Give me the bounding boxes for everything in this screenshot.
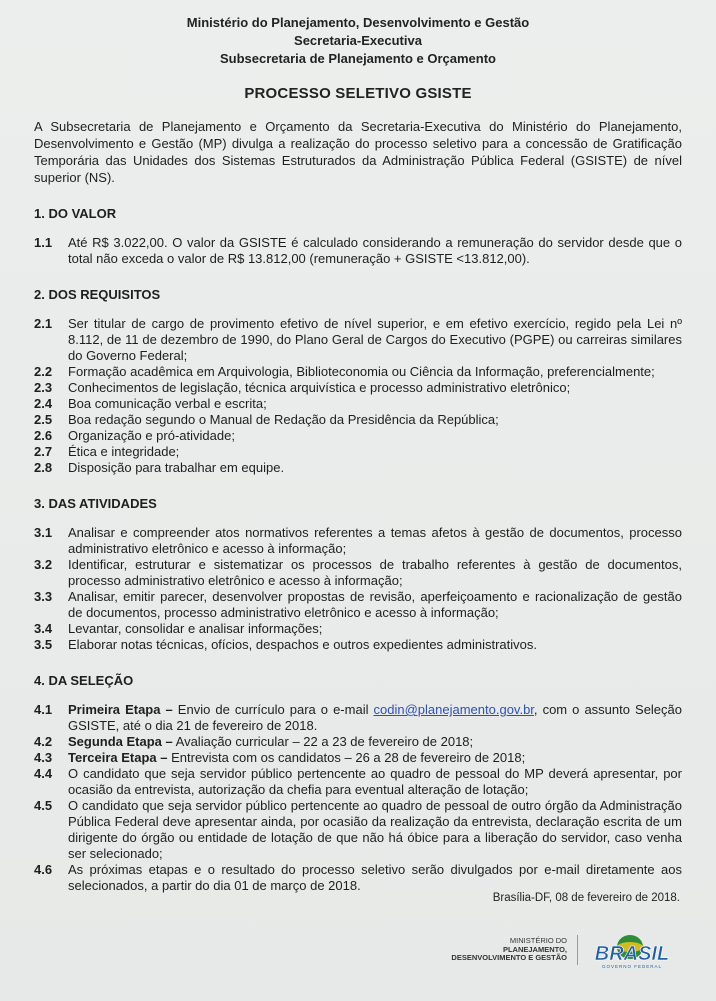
item-text: Conhecimentos de legislação, técnica arquivística e processo administrativo eletrônico; (68, 380, 571, 395)
item-number: 3.2 (34, 557, 53, 572)
header-secretariat: Secretaria-Executiva (294, 33, 422, 48)
stage-text: Avaliação curricular – 22 a 23 de fevereiro de 2018; (172, 734, 474, 749)
list-item (34, 460, 682, 476)
item-number: 2.7 (34, 444, 53, 459)
section-list-atividades (34, 525, 682, 653)
ministry-logo-line2: PLANEJAMENTO, (502, 944, 567, 954)
list-item (34, 734, 682, 750)
logo-divider (577, 935, 578, 965)
ministry-logo (451, 937, 567, 963)
section-heading-selecao: 4. DA SELEÇÃO (34, 673, 134, 688)
brasil-logo-icon (586, 930, 678, 970)
brasil-logo-subtext: GOVERNO FEDERAL (601, 964, 663, 969)
item-text (68, 734, 682, 750)
brasil-logo-text: BRASIL (594, 943, 670, 965)
section-list-requisitos (34, 316, 682, 476)
section-heading-atividades: 3. DAS ATIVIDADES (34, 496, 157, 511)
item-number: 4.4 (34, 766, 53, 781)
item-number: 2.8 (34, 460, 53, 475)
stage-text-post: , com o assunto Seleção GSISTE, até o dia 21 de fevereiro de 2018. (68, 702, 682, 733)
list-item (34, 525, 682, 557)
item-text: O candidato que seja servidor público pertencente ao quadro de pessoal do MP deverá apresentar, por ocasião da entrevista, autorização da chefia para eventual alteração de lotação; (68, 766, 682, 797)
item-number: 4.5 (34, 798, 53, 813)
list-item (34, 766, 682, 798)
document-title: PROCESSO SELETIVO GSISTE (244, 85, 472, 102)
list-item (34, 750, 682, 766)
list-item (34, 557, 682, 589)
item-text: Analisar, emitir parecer, desenvolver propostas de revisão, aperfeiçoamento e racionalização de gestão de documentos, processo administrativo eletrônico e acesso à informação; (68, 589, 682, 620)
item-text: Analisar e compreender atos normativos referentes a temas afetos à gestão de documentos, processo administrativo eletrônico e acesso à informação; (68, 525, 682, 556)
item-number: 3.5 (34, 637, 53, 652)
item-text: Ética e integridade; (68, 444, 180, 459)
item-text: Formação acadêmica em Arquivologia, Biblioteconomia ou Ciência da Informação, preferencialmente; (68, 364, 655, 379)
list-item (34, 862, 682, 894)
ministry-logo-line1: MINISTÉRIO DO (509, 936, 567, 946)
stage-label: Primeira Etapa – (68, 702, 173, 717)
list-item (34, 235, 682, 267)
item-number: 3.3 (34, 589, 53, 604)
item-text (68, 702, 682, 734)
list-item (34, 364, 682, 380)
item-number: 4.1 (34, 702, 53, 717)
footer-logos (451, 930, 678, 970)
list-item (34, 316, 682, 364)
section-list-valor (34, 235, 682, 267)
item-number: 2.2 (34, 364, 53, 379)
item-text: Até R$ 3.022,00. O valor da GSISTE é calculado considerando a remuneração do servidor desde que o total não exceda o valor de R$ 13.812,00 (remuneração + GSISTE <13.812,00). (68, 235, 682, 266)
item-number: 2.6 (34, 428, 53, 443)
email-link[interactable]: codin@planejamento.gov.br (373, 702, 534, 717)
item-number: 2.1 (34, 316, 53, 331)
item-text: Boa comunicação verbal e escrita; (68, 396, 267, 411)
item-text: Elaborar notas técnicas, ofícios, despachos e outros expedientes administrativos. (68, 637, 537, 652)
stage-text: Entrevista com os candidatos – 26 a 28 de fevereiro de 2018; (167, 750, 526, 765)
stage-label: Segunda Etapa – (68, 734, 173, 749)
item-number: 4.6 (34, 862, 53, 877)
item-text: Levantar, consolidar e analisar informações; (68, 621, 323, 636)
ministry-logo-line3: DESENVOLVIMENTO E GESTÃO (451, 953, 567, 963)
list-item (34, 621, 682, 637)
item-text: Ser titular de cargo de provimento efetivo de nível superior, e em efetivo exercício, regido pela Lei nº 8.112, de 11 de dezembro de 1990, do Plano Geral de Cargos do Executivo (PGPE) ou carreiras similares do Governo Federal; (68, 316, 682, 363)
item-number: 1.1 (34, 235, 53, 250)
header-subsecretariat: Subsecretaria de Planejamento e Orçamento (220, 51, 496, 66)
item-text: Organização e pró-atividade; (68, 428, 235, 443)
section-heading-valor: 1. DO VALOR (34, 206, 117, 221)
stage-label: Terceira Etapa – (68, 750, 168, 765)
item-text (68, 750, 682, 766)
list-item (34, 380, 682, 396)
list-item (34, 702, 682, 734)
intro-paragraph: A Subsecretaria de Planejamento e Orçamento da Secretaria-Executiva do Ministério do Planejamento, Desenvolvimento e Gestão (MP) divulga a realização do processo seletivo para a concessão de Gratificação Temporária das Unidades dos Sistemas Estruturados da Administração Pública Federal (GSISTE) de nível superior (NS). (34, 119, 682, 185)
item-number: 3.1 (34, 525, 53, 540)
item-text: O candidato que seja servidor público pertencente ao quadro de pessoal de outro órgão da Administração Pública Federal deve apresentar ainda, por ocasião da realização da entrevista, declaração escrita de um dirigente do órgão ou entidade de lotação de que não há óbice para a liberação do servidor, caso venha ser selecionado; (68, 798, 682, 861)
item-text: Identificar, estruturar e sistematizar os processos de trabalho referentes à gestão de documentos, processo administrativo eletrônico e acesso à informação; (68, 557, 682, 588)
list-item (34, 396, 682, 412)
list-item (34, 444, 682, 460)
section-heading-requisitos: 2. DOS REQUISITOS (34, 287, 161, 302)
list-item (34, 428, 682, 444)
list-item (34, 412, 682, 428)
list-item (34, 637, 682, 653)
item-text: Boa redação segundo o Manual de Redação da Presidência da República; (68, 412, 499, 427)
item-number: 2.3 (34, 380, 53, 395)
item-number: 4.3 (34, 750, 53, 765)
list-item (34, 589, 682, 621)
item-number: 4.2 (34, 734, 53, 749)
document-header (34, 14, 682, 68)
item-number: 2.5 (34, 412, 53, 427)
header-ministry: Ministério do Planejamento, Desenvolvimento e Gestão (186, 15, 530, 30)
list-item (34, 798, 682, 862)
item-text: Disposição para trabalhar em equipe. (68, 460, 285, 475)
item-number: 2.4 (34, 396, 53, 411)
stage-text-pre: Envio de currículo para o e-mail (172, 702, 374, 717)
place-date: Brasília-DF, 08 de fevereiro de 2018. (492, 892, 680, 904)
item-number: 3.4 (34, 621, 53, 636)
item-text: As próximas etapas e o resultado do processo seletivo serão divulgados por e-mail diretamente aos selecionados, a partir do dia 01 de março de 2018. (68, 862, 682, 893)
section-list-selecao (34, 702, 682, 894)
